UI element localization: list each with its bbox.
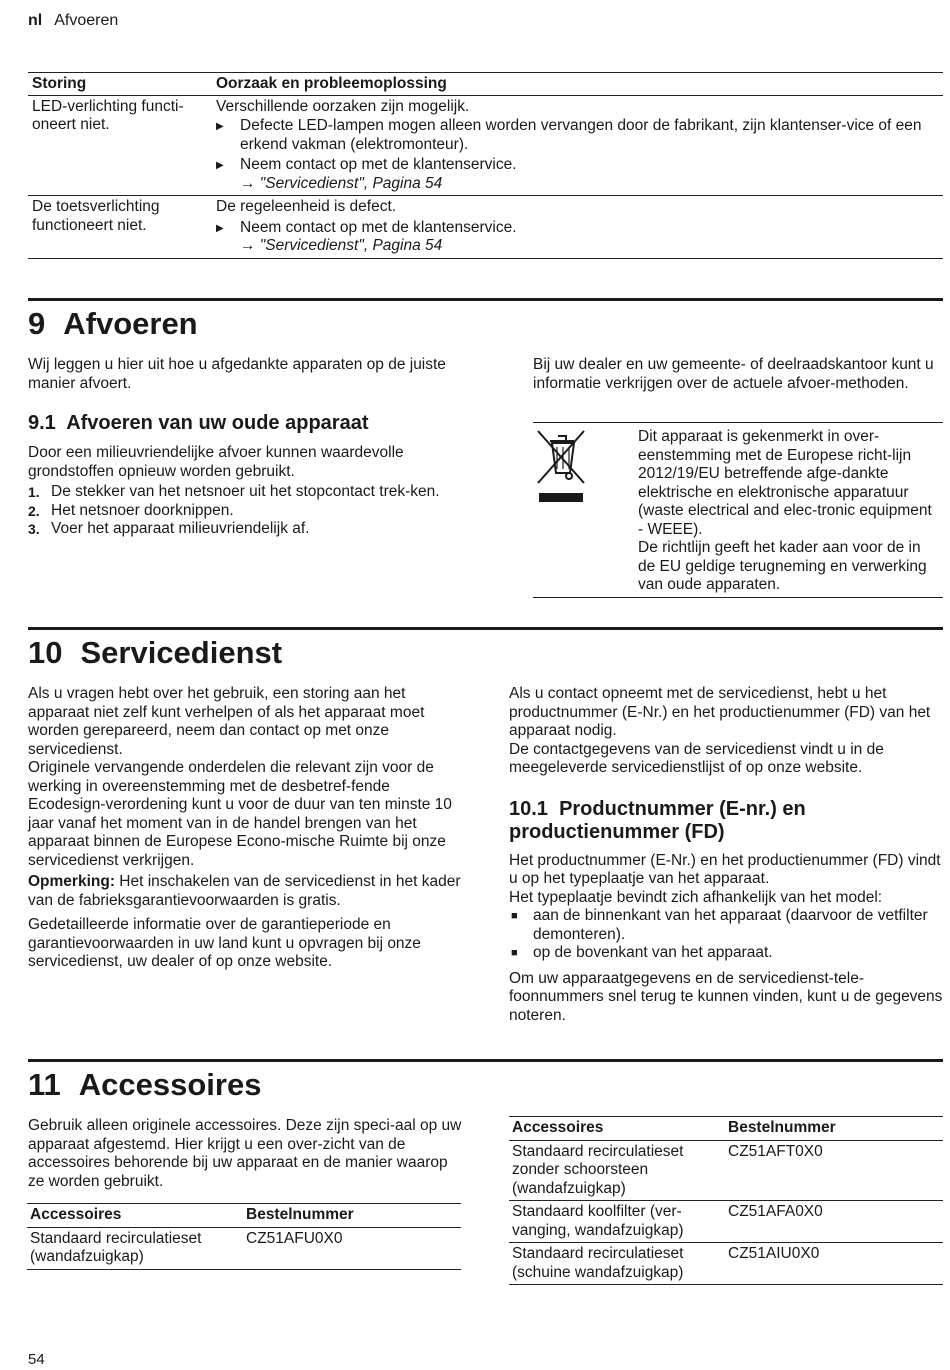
- page-header: [28, 12, 118, 31]
- triangle-bullet-icon: ▶: [216, 160, 224, 171]
- section-divider: [28, 627, 943, 630]
- section-divider: [28, 298, 943, 301]
- column-header: Bestelnummer: [728, 1119, 836, 1136]
- section-title: Servicedienst: [80, 635, 283, 670]
- section-title: Accessoires: [78, 1067, 262, 1102]
- paragraph: Gedetailleerde informatie over de garantieperiode en garantievoorwaarden in uw land kunt u opvragen bij onze servicedienst, uw dealer of op onze website.: [28, 916, 421, 970]
- column-header: Accessoires: [512, 1119, 604, 1136]
- accessory-cell: Standaard recirculatieset zonder schoorsteen (wandafzuigkap): [512, 1142, 684, 1197]
- accessory-cell: Standaard recirculatieset (schuine wandafzuigkap): [512, 1245, 684, 1281]
- table-row: [28, 196, 943, 259]
- table-row: [509, 1243, 943, 1285]
- table-header-row: [509, 1117, 943, 1141]
- table-header-row: [27, 1204, 461, 1228]
- section9-left-column: [28, 356, 468, 539]
- solution-step: ▶ Defecte LED-lampen mogen alleen worden vervangen door de fabrikant, zijn klantenser-vice of een erkend vakman (elektromonteur).: [216, 117, 922, 153]
- weee-text-block: [638, 428, 938, 595]
- section10-right-column: [509, 685, 945, 1025]
- page-reference-link[interactable]: → "Servicedienst", Pagina 54: [240, 174, 443, 192]
- crossed-out-wheelie-bin-icon: [533, 427, 589, 503]
- paragraph: Door een milieuvriendelijke afvoer kunnen waardevolle grondstoffen opnieuw worden gebruikt.: [28, 444, 404, 480]
- paragraph: Het productnummer (E-Nr.) en het productienummer (FD) vindt u op het typeplaatje van het apparaat.: [509, 851, 941, 887]
- table-row: [27, 1227, 461, 1269]
- paragraph: Als u contact opneemt met de servicedienst, hebt u het productnummer (E-Nr.) en het productienummer (FD) van het apparaat nodig.: [509, 685, 931, 739]
- bullet-list: [509, 907, 945, 963]
- header-title: Afvoeren: [54, 12, 119, 29]
- paragraph: Als u vragen hebt over het gebruik, een storing aan het apparaat niet zelf kunt verhelpen of als het apparaat moet worden gerepareerd, neem dan contact op met onze servicedienst.: [28, 685, 425, 758]
- language-code: nl: [28, 12, 43, 29]
- subsection-heading: 9.1 Afvoeren van uw oude apparaat: [28, 412, 369, 434]
- column-header: Oorzaak en probleemoplossing: [216, 75, 447, 92]
- section-heading: [28, 635, 282, 671]
- order-number-cell: CZ51AIU0X0: [728, 1245, 820, 1262]
- triangle-bullet-icon: ▶: [216, 121, 224, 132]
- column-header: Bestelnummer: [246, 1206, 354, 1223]
- triangle-bullet-icon: ▶: [216, 222, 224, 234]
- accessories-table-left: [27, 1203, 461, 1270]
- section9-right-column: [533, 356, 943, 393]
- subsection-heading: 10.1 Productnummer (E-nr.) en productienummer (FD): [509, 797, 806, 843]
- list-item: ■ aan de binnenkant van het apparaat (daarvoor de vetfilter demonteren).: [511, 907, 928, 943]
- section-number: 9: [28, 306, 46, 341]
- page-number: 54: [28, 1351, 45, 1368]
- fault-cell: LED-verlichting functi-oneert niet.: [32, 97, 184, 133]
- page-reference-link[interactable]: → "Servicedienst", Pagina 54: [240, 237, 443, 254]
- cause-cell: [212, 95, 943, 196]
- intro-paragraph: Gebruik alleen originele accessoires. Deze zijn speci-aal op uw apparaat afgestemd. Hier krijgt u een over-zicht van de accessoires behorende bij uw apparaat en de manier waarop ze worden gebruikt.: [28, 1117, 462, 1190]
- column-header: Storing: [32, 75, 87, 92]
- paragraph: Dit apparaat is gekenmerkt in over-eenstemming met de Europese richt-lijn 2012/19/EU betreffende afge-dankte elektrische en elektronische apparatuur (waste electrical and elec-tronic equipment - WEEE).: [638, 428, 932, 538]
- solution-step: ▶ Neem contact op met de klantenservice.: [216, 156, 939, 175]
- cause-text: De regeleenheid is defect.: [216, 198, 397, 215]
- note-paragraph: Opmerking: Het inschakelen van de servicedienst in het kader van de fabrieksgarantievoorwaarden is gratis.: [28, 873, 461, 909]
- list-item: 1. De stekker van het netsnoer uit het stopcontact trek-ken.: [28, 483, 440, 500]
- accessories-table-right: [509, 1116, 943, 1285]
- section-heading: [28, 306, 198, 342]
- section-title: Afvoeren: [63, 306, 198, 341]
- order-number-cell: CZ51AFA0X0: [728, 1203, 823, 1220]
- paragraph: De contactgegevens van de servicedienst vindt u in de meegeleverde servicedienstlijst of op onze website.: [509, 740, 884, 776]
- steps-list: [28, 483, 468, 539]
- section-heading: [28, 1067, 261, 1103]
- column-header: Accessoires: [30, 1206, 122, 1223]
- intro-paragraph: Wij leggen u hier uit hoe u afgedankte apparaten op de juiste manier afvoert.: [28, 356, 446, 392]
- section-number: 11: [28, 1067, 61, 1102]
- list-item: 3. Voer het apparaat milieuvriendelijk af.: [28, 520, 310, 537]
- order-number-cell: CZ51AFU0X0: [246, 1229, 343, 1247]
- table-row: [509, 1201, 943, 1243]
- section10-left-column: [28, 685, 466, 972]
- fault-cell: De toetsverlichting functioneert niet.: [32, 198, 160, 234]
- paragraph: Bij uw dealer en uw gemeente- of deelraadskantoor kunt u informatie verkrijgen over de actuele afvoer-methoden.: [533, 356, 934, 392]
- cause-cell: [212, 196, 943, 259]
- section-number: 10: [28, 635, 63, 670]
- paragraph: De richtlijn geeft het kader aan voor de in de EU geldige terugneming en verwerking van oude apparaten.: [638, 539, 927, 593]
- square-bullet-icon: ■: [511, 910, 518, 922]
- accessory-cell: Standaard koolfilter (ver-vanging, wandafzuigkap): [512, 1203, 684, 1239]
- paragraph: Om uw apparaatgegevens en de servicedienst-tele-foonnummers snel terug te kunnen vinden, kunt u de gegevens noteren.: [509, 969, 943, 1024]
- weee-notice: [533, 422, 943, 598]
- solution-step: ▶ Neem contact op met de klantenservice.: [216, 219, 939, 238]
- table-row: [28, 95, 943, 196]
- cause-text: Verschillende oorzaken zijn mogelijk.: [216, 97, 470, 115]
- section11-left-column: [28, 1117, 464, 1191]
- order-number-cell: CZ51AFT0X0: [728, 1142, 823, 1160]
- table-row: [509, 1140, 943, 1201]
- accessory-cell: Standaard recirculatieset (wandafzuigkap): [30, 1229, 202, 1265]
- table-header-row: [28, 73, 943, 96]
- paragraph: Originele vervangende onderdelen die relevant zijn voor de werking in overeenstemming met de desbetref-fende Ecodesign-verordening kunt u voor de duur van ten minste 10 jaar vanaf het moment van in de handel brengen van het apparaat binnen de Europese Econo-mische Ruimte bij onze servicedienst verkrijgen.: [28, 759, 452, 869]
- list-item: 2. Het netsnoer doorknippen.: [28, 501, 234, 519]
- note-label: Opmerking:: [28, 873, 115, 890]
- paragraph: Het typeplaatje bevindt zich afhankelijk van het model:: [509, 888, 883, 906]
- troubleshooting-table: [28, 72, 943, 259]
- list-item: ■ op de bovenkant van het apparaat.: [511, 944, 773, 961]
- section-divider: [28, 1059, 943, 1062]
- square-bullet-icon: ■: [511, 947, 518, 959]
